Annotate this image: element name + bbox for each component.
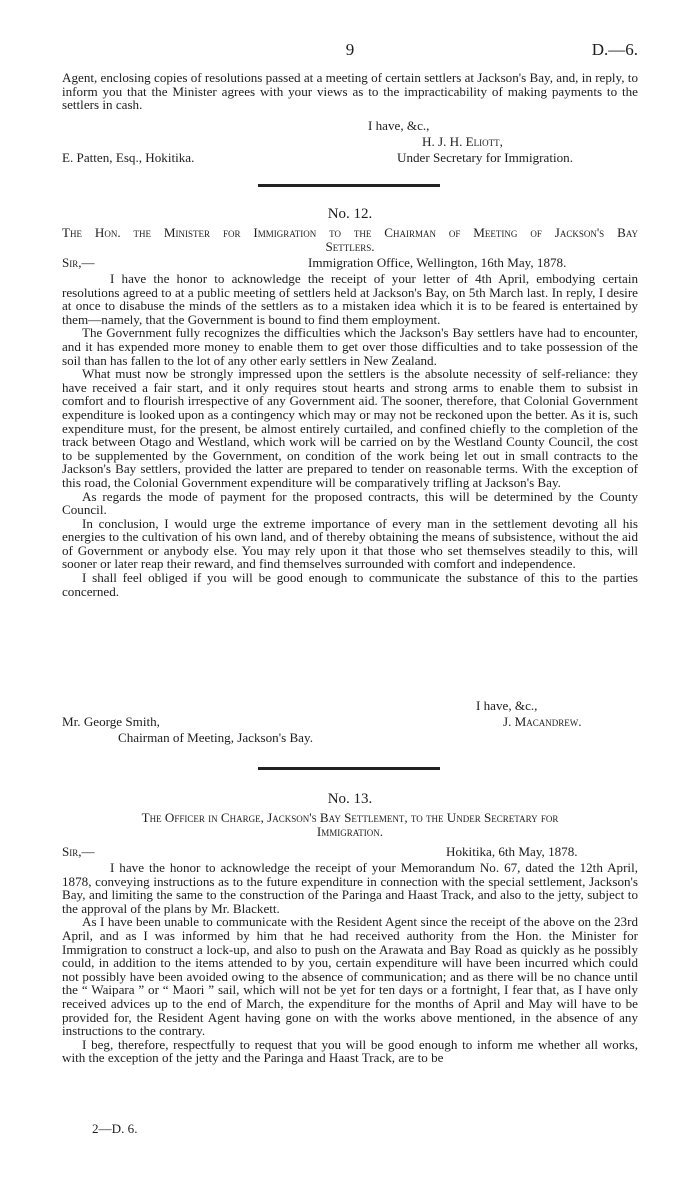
continuation-closing: I have, &c., [368, 118, 430, 133]
letter-12-closing: I have, &c., [476, 698, 538, 713]
continuation-signer: H. J. H. Eliott, [422, 134, 503, 149]
letter-13-paragraph: I have the honor to acknowledge the receipt of your Memorandum No. 67, dated the 12th April, 1878, conveying instructions as to the future expenditure in connection with the special settlement, Jackson's Bay, and limiting the same to the construction of the Paringa and Haast Track, and also to the jetty, subject to the approval of the plans by Mr. Blackett. [62, 860, 638, 916]
letter-13-paragraph: I beg, therefore, respectfully to request that you will be good enough to inform me whether all works, with the exception of the jetty and the Paringa and Haast Track, are to be [62, 1036, 638, 1066]
continuation-addressee: E. Patten, Esq., Hokitika. [62, 150, 195, 165]
letter-13-place-date: Hokitika, 6th May, 1878. [446, 844, 578, 859]
letter-12-paragraph: The Government fully recognizes the difficulties which the Jackson's Bay settlers have had to encounter, and it has expended more money to enable them to get over those difficulties and to take possession of the soil than has fallen to the lot of any other early settlers in New Zealand. [62, 325, 638, 368]
letter-13-body [62, 861, 638, 1065]
letter-12-body [62, 272, 638, 598]
letter-13-number: No. 13. [327, 791, 373, 807]
continuation-paragraph [62, 71, 638, 112]
letter-13-heading-line1: The Officer in Charge, Jackson's Bay Settlement, to the Under Secretary for [141, 810, 559, 825]
letter-13-paragraph: As I have been unable to communicate with the Resident Agent since the receipt of the above on the 23rd April, and as I was informed by him that he had received authority from the Hon. the Minister for Immigration to construct a lock-up, and also to push on the Arawata and Bay Road as quickly as he possibly could, in addition to the items attended to by you, certain expenditure will have been incurred which could not possibly have been avoided owing to the absence of communication; and as there will be no chance until the “ Waipara ” or “ Maori ” sail, which will not be yet for ten days or a fortnight, I fear that, as I have only received advices up to the end of March, the expenditure for the months of April and May will have to be provided for, the Resident Agent having gone on with the works above mentioned, in the absence of any instructions to the contrary. [62, 914, 638, 1039]
continuation-signer-title: Under Secretary for Immigration. [397, 150, 573, 165]
document-reference: D.—6. [591, 40, 638, 59]
section-divider [258, 767, 440, 770]
letter-12-paragraph: I have the honor to acknowledge the receipt of your letter of 4th April, embodying certain resolutions agreed to at a public meeting of settlers held at Jackson's Bay, on 5th March last. In reply, I desire at once to disabuse the minds of the settlers as to a mistaken idea which it is to be feared is entertained by them—namely, that the Government is bound to find them employment. [62, 271, 638, 327]
letter-12-addressee-line2: Chairman of Meeting, Jackson's Bay. [118, 730, 313, 745]
letter-13-salutation: Sir,— [62, 844, 95, 859]
letter-12-heading-line2: Settlers. [325, 239, 375, 254]
letter-12-paragraph: I shall feel obliged if you will be good enough to communicate the substance of this to the parties concerned. [62, 570, 638, 599]
letter-12-paragraph: In conclusion, I would urge the extreme importance of every man in the settlement devoting all his energies to the cultivation of his own land, and of thereby obtaining the means of subsistence, without the aid of Government or anybody else. You may rely upon it that those who set themselves steadily to this, will sooner or later reap their reward, and find themselves surrounded with comfort and independence. [62, 515, 638, 572]
letter-12-heading-line1: The Hon. the Minister for Immigration to the Chairman of Meeting of Jackson's Bay [62, 225, 638, 240]
letter-12-paragraph: What must now be strongly impressed upon the settlers is the absolute necessity of self-reliance: they have received a fair start, and it only requires stout hearts and strong arms to enable them to subsist in comfort and to flourish irrespective of any Government aid. The sooner, therefore, that Colonial Government expenditure is looked upon as a contingency which may or may not be reckoned upon the better. As it is, such expenditure must, for the present, be almost entirely curtailed, and confined chiefly to the completion of the track between Otago and Westland, which work will be carried on by the Westland County Council, the cost to be supplemented by the Government, on condition of the work being let out in small contracts to the Jackson's Bay settlers, provided the latter are prepared to tender on reasonable terms. With the exception of this road, the Colonial Government expenditure will be comparatively trifling at Jackson's Bay. [62, 366, 638, 490]
page-number: 9 [345, 40, 355, 59]
letter-12-paragraph: As regards the mode of payment for the proposed contracts, this will be determined by the County Council. [62, 488, 638, 518]
letter-12-place-date: Immigration Office, Wellington, 16th May, 1878. [308, 255, 567, 270]
signature-mark: 2—D. 6. [92, 1121, 138, 1136]
continuation-text: Agent, enclosing copies of resolutions passed at a meeting of certain settlers at Jackson's Bay, and, in reply, to inform you that the Minister agrees with your views as to the impracticability of making payments to the settlers in cash. [62, 70, 638, 113]
page-header [62, 40, 638, 60]
document-page [62, 0, 638, 1179]
letter-12-addressee-line1: Mr. George Smith, [62, 714, 160, 729]
letter-12-salutation: Sir,— [62, 255, 95, 270]
letter-12-number: No. 12. [327, 206, 373, 222]
letter-12-signer: J. Macandrew. [503, 714, 582, 729]
letter-13-heading-line2: Immigration. [316, 824, 384, 839]
section-divider [258, 184, 440, 187]
